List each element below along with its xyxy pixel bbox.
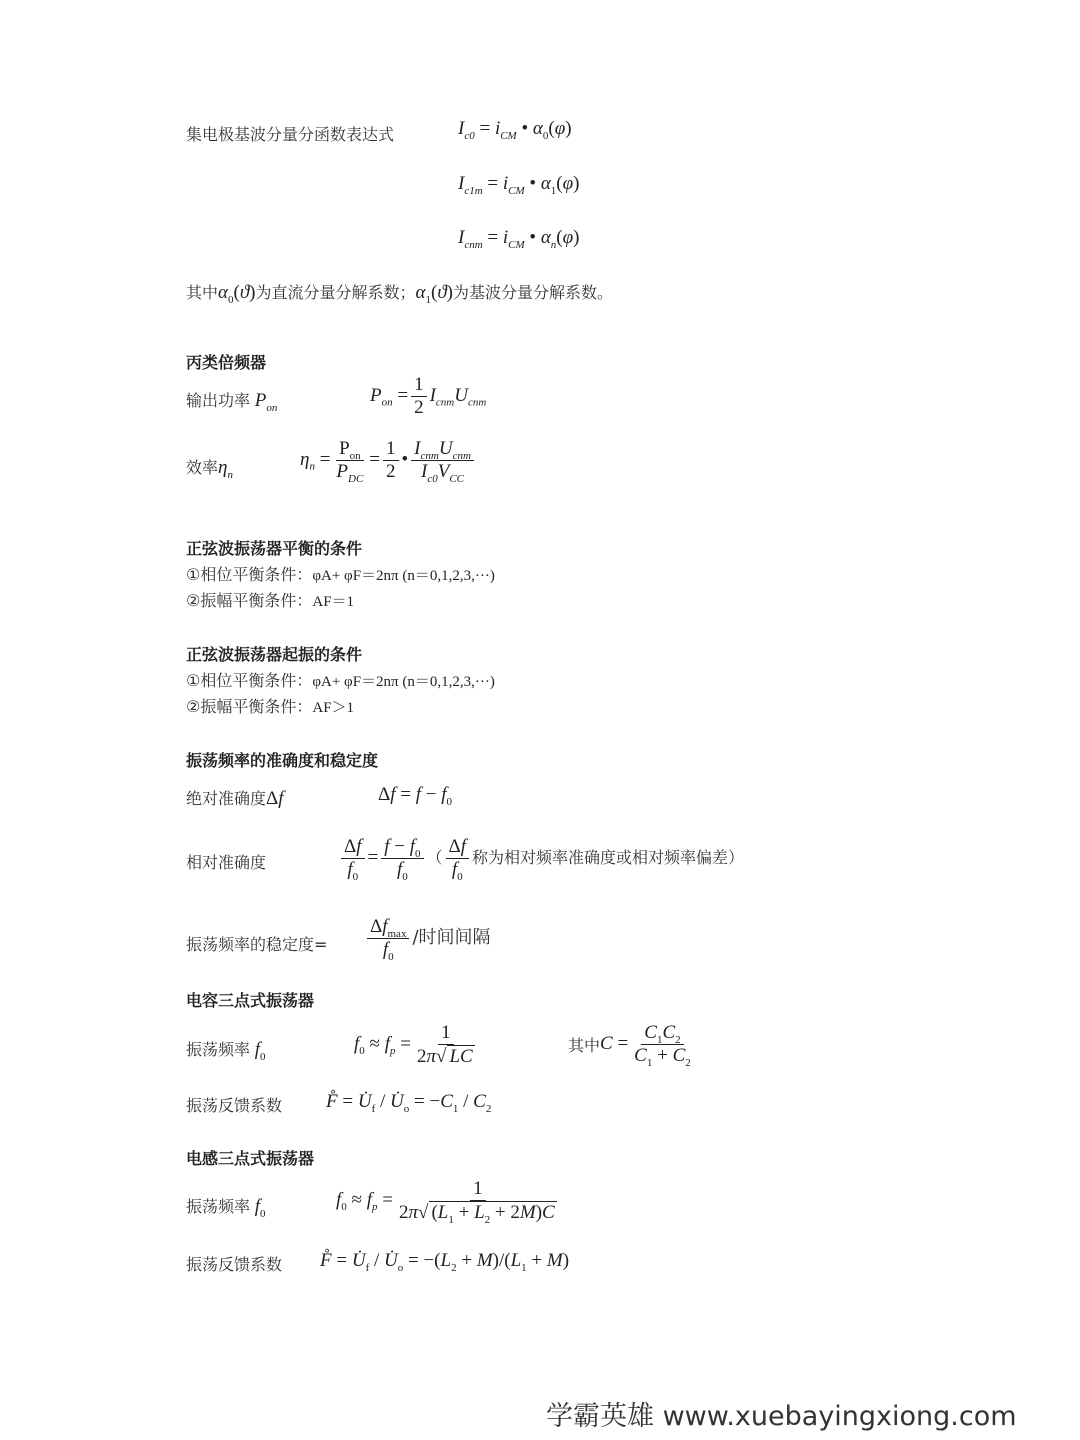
start-amp-line: ②振幅平衡条件：AF＞1	[186, 697, 355, 716]
balance-phase-line: ①相位平衡条件：φA+ φF＝2nπ (n＝0,1,2,3,···)	[186, 565, 495, 584]
heading-class-c: 丙类倍频器	[186, 353, 267, 372]
heading-accuracy: 振荡频率的准确度和稳定度	[186, 751, 379, 770]
collector-note: 其中$\alpha_0(ϑ)$为直流分量分解系数；$\alpha_1(ϑ)$为基波分量分解系数。	[186, 282, 613, 306]
power-label: 输出功率 $P_{on}$	[186, 390, 278, 414]
formula-rel-accuracy: $\frac{\Delta f}{f_0}$ = $\frac{f - f_0}{f_0}$ （ $\frac{\Delta f}{f_0}$ 称为相对频率准确度或相对频率偏差）	[338, 836, 744, 881]
formula-cap-freq: $f_0 \approx f_p$ = $\frac{1}{2\pi√ LC}$	[354, 1022, 473, 1067]
heading-inductive: 电感三点式振荡器	[186, 1149, 315, 1168]
formula-ic0: $I_{c0} = i_{CM}$ • $\alpha_0(\varphi)$	[458, 118, 572, 142]
heading-start: 正弦波振荡器起振的条件	[186, 645, 363, 664]
balance-amp-line: ②振幅平衡条件：AF＝1	[186, 591, 355, 610]
collector-label: 集电极基波分量分函数表达式	[186, 125, 395, 144]
abs-accuracy-label: 绝对准确度Δf	[186, 788, 284, 809]
formula-stability: $\frac{\Delta f_{max}}{f_0}$ /时间间隔	[364, 916, 491, 961]
formula-icnm: $I_{cnm} = i_{CM}$ • $\alpha_n(\varphi)$	[458, 227, 580, 251]
heading-balance: 正弦波振荡器平衡的条件	[186, 539, 363, 558]
efficiency-label: 效率$\eta_n$	[186, 457, 233, 481]
formula-efficiency: $\eta_n$ = $\frac{P_{on}}{P_{DC}}$ = $\frac{1}{2}$ • $\frac{I_{cnm}U_{cnm}}{I_{c0}V_{CC}}$	[300, 438, 477, 483]
start-phase-line: ①相位平衡条件：φA+ φF＝2nπ (n＝0,1,2,3,···)	[186, 671, 495, 690]
formula-ind-fb: F̊ = $U̇_f$ / $U̇_o = -(L_2 + M)/(L_1 + M)$	[320, 1250, 570, 1274]
rel-accuracy-label: 相对准确度	[186, 853, 267, 872]
heading-capacitive: 电容三点式振荡器	[186, 991, 315, 1010]
cap-where: 其中C = $\frac{C_1C_2}{C_1 + C_2}$	[568, 1022, 691, 1069]
formula-power: $P_{on}$ = $\frac{1}{2}$ $I_{cnm}U_{cnm}$	[370, 374, 487, 418]
formula-ind-freq: $f_0 \approx f_p$ = $\frac{1}{2\pi√ (L_1 + L_2 + 2M)C}$	[336, 1178, 555, 1226]
formula-abs-accuracy: $\Delta f = f - f_0$	[378, 784, 452, 808]
stability-label: 振荡频率的稳定度=	[186, 935, 328, 954]
formula-cap-fb: F̊ = $U̇_f$ / $U̇_o = -C_1 / C_2$	[326, 1091, 492, 1115]
footer-watermark: 学霸英雄 www.xuebayingxiong.com	[546, 1401, 1017, 1432]
cap-fb-label: 振荡反馈系数	[186, 1096, 283, 1115]
cap-freq-label: 振荡频率 $f_0$	[186, 1039, 266, 1063]
ind-freq-label: 振荡频率 $f_0$	[186, 1196, 266, 1220]
ind-fb-label: 振荡反馈系数	[186, 1255, 283, 1274]
formula-ic1m: $I_{c1m} = i_{CM}$ • $\alpha_1(\varphi)$	[458, 173, 580, 197]
